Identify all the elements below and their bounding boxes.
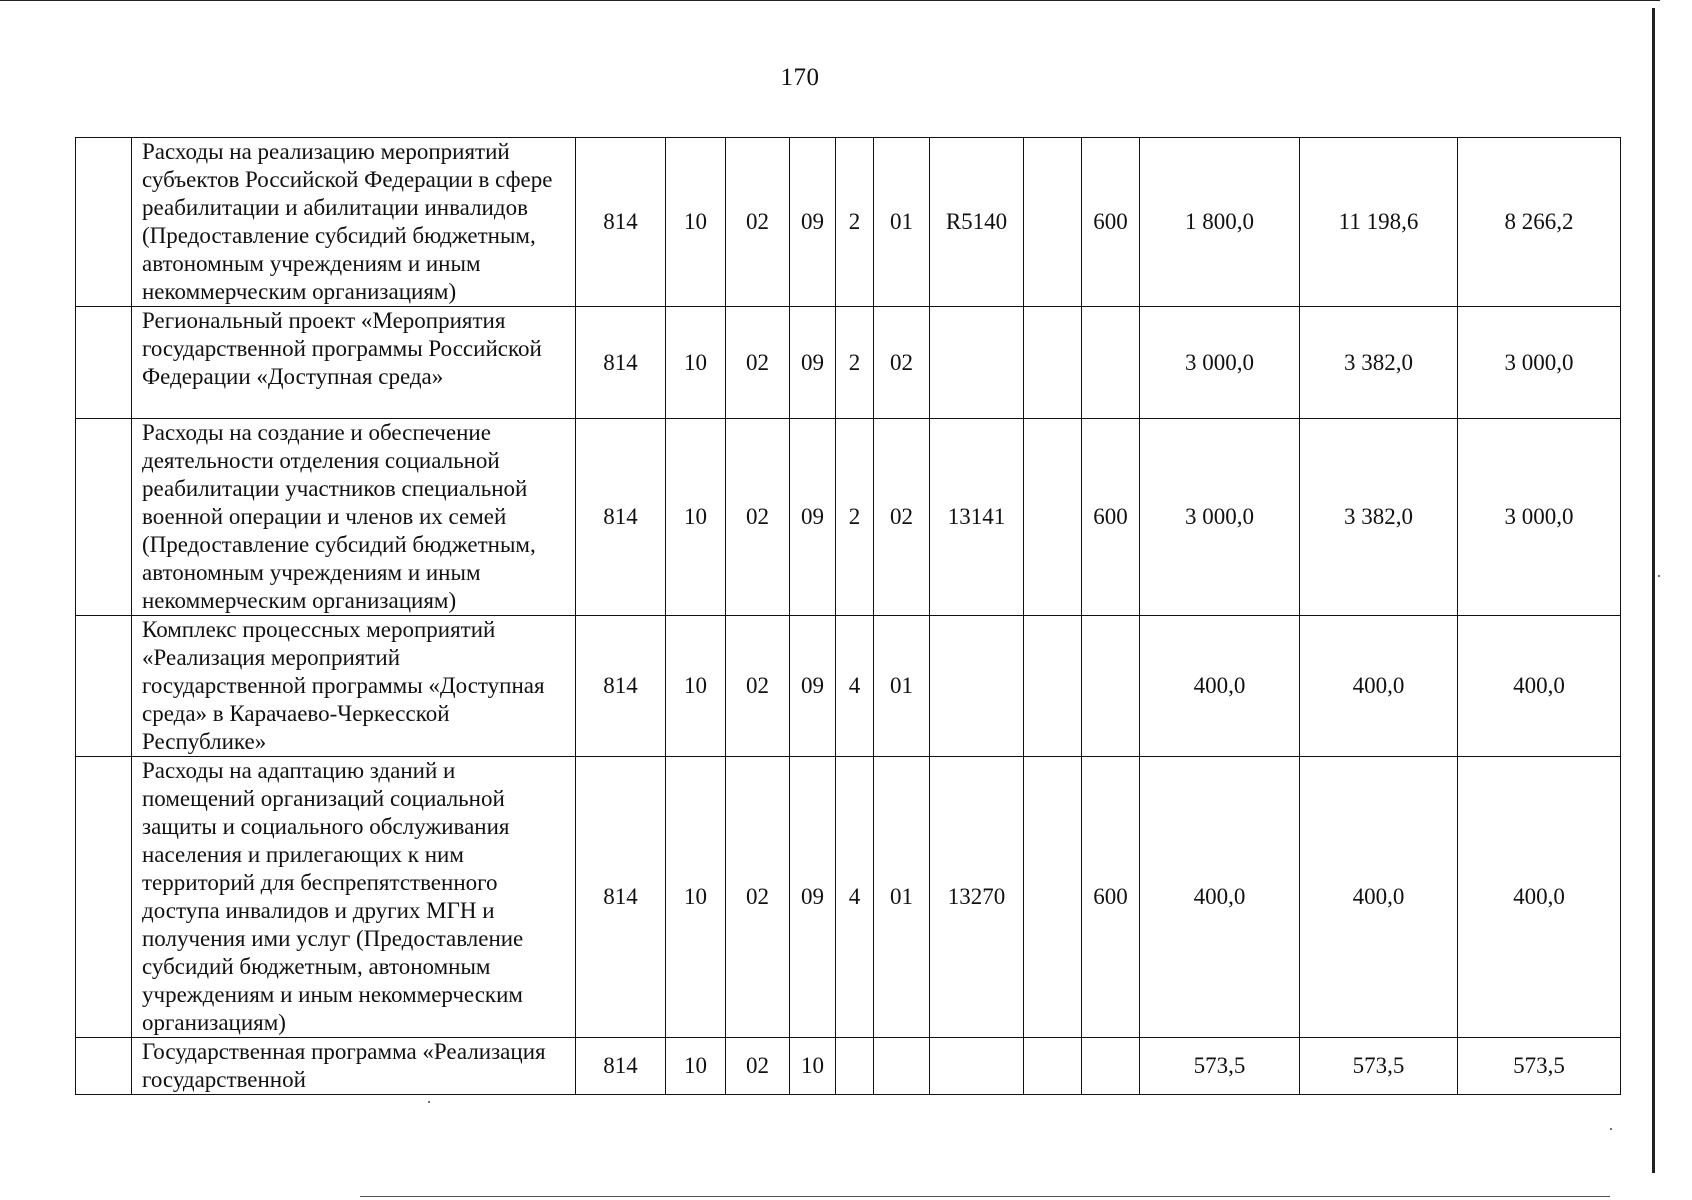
amount-2-cell: 573,5	[1300, 1038, 1458, 1095]
program-cell: 09	[790, 419, 836, 616]
subprogram-cell: 02	[874, 419, 930, 616]
row-index-cell	[76, 1038, 132, 1095]
extra-cell	[1024, 307, 1082, 419]
extra-cell	[1024, 757, 1082, 1038]
subprogram-cell: 02	[874, 307, 930, 419]
amount-1-cell: 573,5	[1140, 1038, 1300, 1095]
description-cell: Государственная программа «Реализация государственной	[132, 1038, 576, 1095]
amount-1-cell: 400,0	[1140, 757, 1300, 1038]
table-row	[76, 307, 1621, 419]
subprogram-cell	[874, 1038, 930, 1095]
amount-3-cell: 8 266,2	[1458, 138, 1621, 307]
expense-code-cell: 13141	[930, 419, 1024, 616]
amount-3-cell: 573,5	[1458, 1038, 1621, 1095]
scan-speck	[428, 1101, 430, 1103]
scan-edge-top	[0, 0, 1660, 1]
ministry-cell: 814	[576, 307, 666, 419]
subprogram-type-cell: 2	[836, 138, 874, 307]
amount-1-cell: 1 800,0	[1140, 138, 1300, 307]
subsection-cell: 02	[726, 419, 790, 616]
ministry-cell: 814	[576, 138, 666, 307]
description-cell: Расходы на создание и обеспечение деятельности отделения социальной реабилитации участников специальной военной операции и членов их семей (Предоставление субсидий бюджетным, автономным учреждениям и иным некоммерческим организациям)	[132, 419, 576, 616]
scan-edge-bottom	[360, 1196, 1610, 1197]
row-index-cell	[76, 307, 132, 419]
row-index-cell	[76, 138, 132, 307]
description-cell: Комплекс процессных мероприятий «Реализация мероприятий государственной программы «Доступная среда» в Карачаево-Черкесской Республике»	[132, 616, 576, 757]
row-index-cell	[76, 616, 132, 757]
subsection-cell: 02	[726, 138, 790, 307]
subprogram-type-cell	[836, 1038, 874, 1095]
ministry-cell: 814	[576, 1038, 666, 1095]
section-cell: 10	[666, 307, 726, 419]
expense-type-cell	[1082, 616, 1140, 757]
amount-1-cell: 400,0	[1140, 616, 1300, 757]
subsection-cell: 02	[726, 757, 790, 1038]
description-cell: Расходы на адаптацию зданий и помещений организаций социальной защиты и социального обслуживания населения и прилегающих к ним территорий для беспрепятственного доступа инвалидов и других МГН и получения ими услуг (Предоставление субсидий бюджетным, автономным учреждениям и иным некоммерческим организациям)	[132, 757, 576, 1038]
extra-cell	[1024, 138, 1082, 307]
scan-speck	[1658, 575, 1660, 577]
subsection-cell: 02	[726, 307, 790, 419]
section-cell: 10	[666, 419, 726, 616]
expense-code-cell: R5140	[930, 138, 1024, 307]
table-row	[76, 1038, 1621, 1095]
subsection-cell: 02	[726, 1038, 790, 1095]
subprogram-type-cell: 4	[836, 757, 874, 1038]
scan-edge-right	[1652, 8, 1655, 1173]
amount-2-cell: 11 198,6	[1300, 138, 1458, 307]
extra-cell	[1024, 1038, 1082, 1095]
section-cell: 10	[666, 138, 726, 307]
ministry-cell: 814	[576, 419, 666, 616]
expense-code-cell	[930, 616, 1024, 757]
amount-2-cell: 3 382,0	[1300, 419, 1458, 616]
amount-3-cell: 400,0	[1458, 757, 1621, 1038]
amount-1-cell: 3 000,0	[1140, 419, 1300, 616]
program-cell: 09	[790, 757, 836, 1038]
description-cell: Региональный проект «Мероприятия государственной программы Российской Федерации «Доступная среда»	[132, 307, 576, 419]
table-row	[76, 616, 1621, 757]
program-cell: 09	[790, 307, 836, 419]
extra-cell	[1024, 616, 1082, 757]
subprogram-cell: 01	[874, 616, 930, 757]
extra-cell	[1024, 419, 1082, 616]
budget-table	[75, 137, 1621, 1095]
amount-2-cell: 3 382,0	[1300, 307, 1458, 419]
subprogram-cell: 01	[874, 757, 930, 1038]
table-row	[76, 757, 1621, 1038]
table-row	[76, 138, 1621, 307]
page-number: 170	[780, 64, 820, 91]
expense-type-cell: 600	[1082, 138, 1140, 307]
program-cell: 09	[790, 616, 836, 757]
ministry-cell: 814	[576, 757, 666, 1038]
program-cell: 10	[790, 1038, 836, 1095]
expense-code-cell	[930, 1038, 1024, 1095]
expense-type-cell	[1082, 1038, 1140, 1095]
description-cell: Расходы на реализацию мероприятий субъектов Российской Федерации в сфере реабилитации и абилитации инвалидов (Предоставление субсидий бюджетным, автономным учреждениям и иным некоммерческим организациям)	[132, 138, 576, 307]
amount-3-cell: 400,0	[1458, 616, 1621, 757]
row-index-cell	[76, 757, 132, 1038]
section-cell: 10	[666, 616, 726, 757]
subprogram-cell: 01	[874, 138, 930, 307]
amount-1-cell: 3 000,0	[1140, 307, 1300, 419]
program-cell: 09	[790, 138, 836, 307]
amount-3-cell: 3 000,0	[1458, 419, 1621, 616]
amount-3-cell: 3 000,0	[1458, 307, 1621, 419]
subprogram-type-cell: 2	[836, 307, 874, 419]
table-row	[76, 419, 1621, 616]
expense-code-cell	[930, 307, 1024, 419]
expense-code-cell: 13270	[930, 757, 1024, 1038]
expense-type-cell: 600	[1082, 419, 1140, 616]
expense-type-cell	[1082, 307, 1140, 419]
section-cell: 10	[666, 1038, 726, 1095]
subprogram-type-cell: 4	[836, 616, 874, 757]
subprogram-type-cell: 2	[836, 419, 874, 616]
scan-speck	[1610, 1128, 1612, 1130]
amount-2-cell: 400,0	[1300, 616, 1458, 757]
row-index-cell	[76, 419, 132, 616]
subsection-cell: 02	[726, 616, 790, 757]
ministry-cell: 814	[576, 616, 666, 757]
amount-2-cell: 400,0	[1300, 757, 1458, 1038]
section-cell: 10	[666, 757, 726, 1038]
expense-type-cell: 600	[1082, 757, 1140, 1038]
